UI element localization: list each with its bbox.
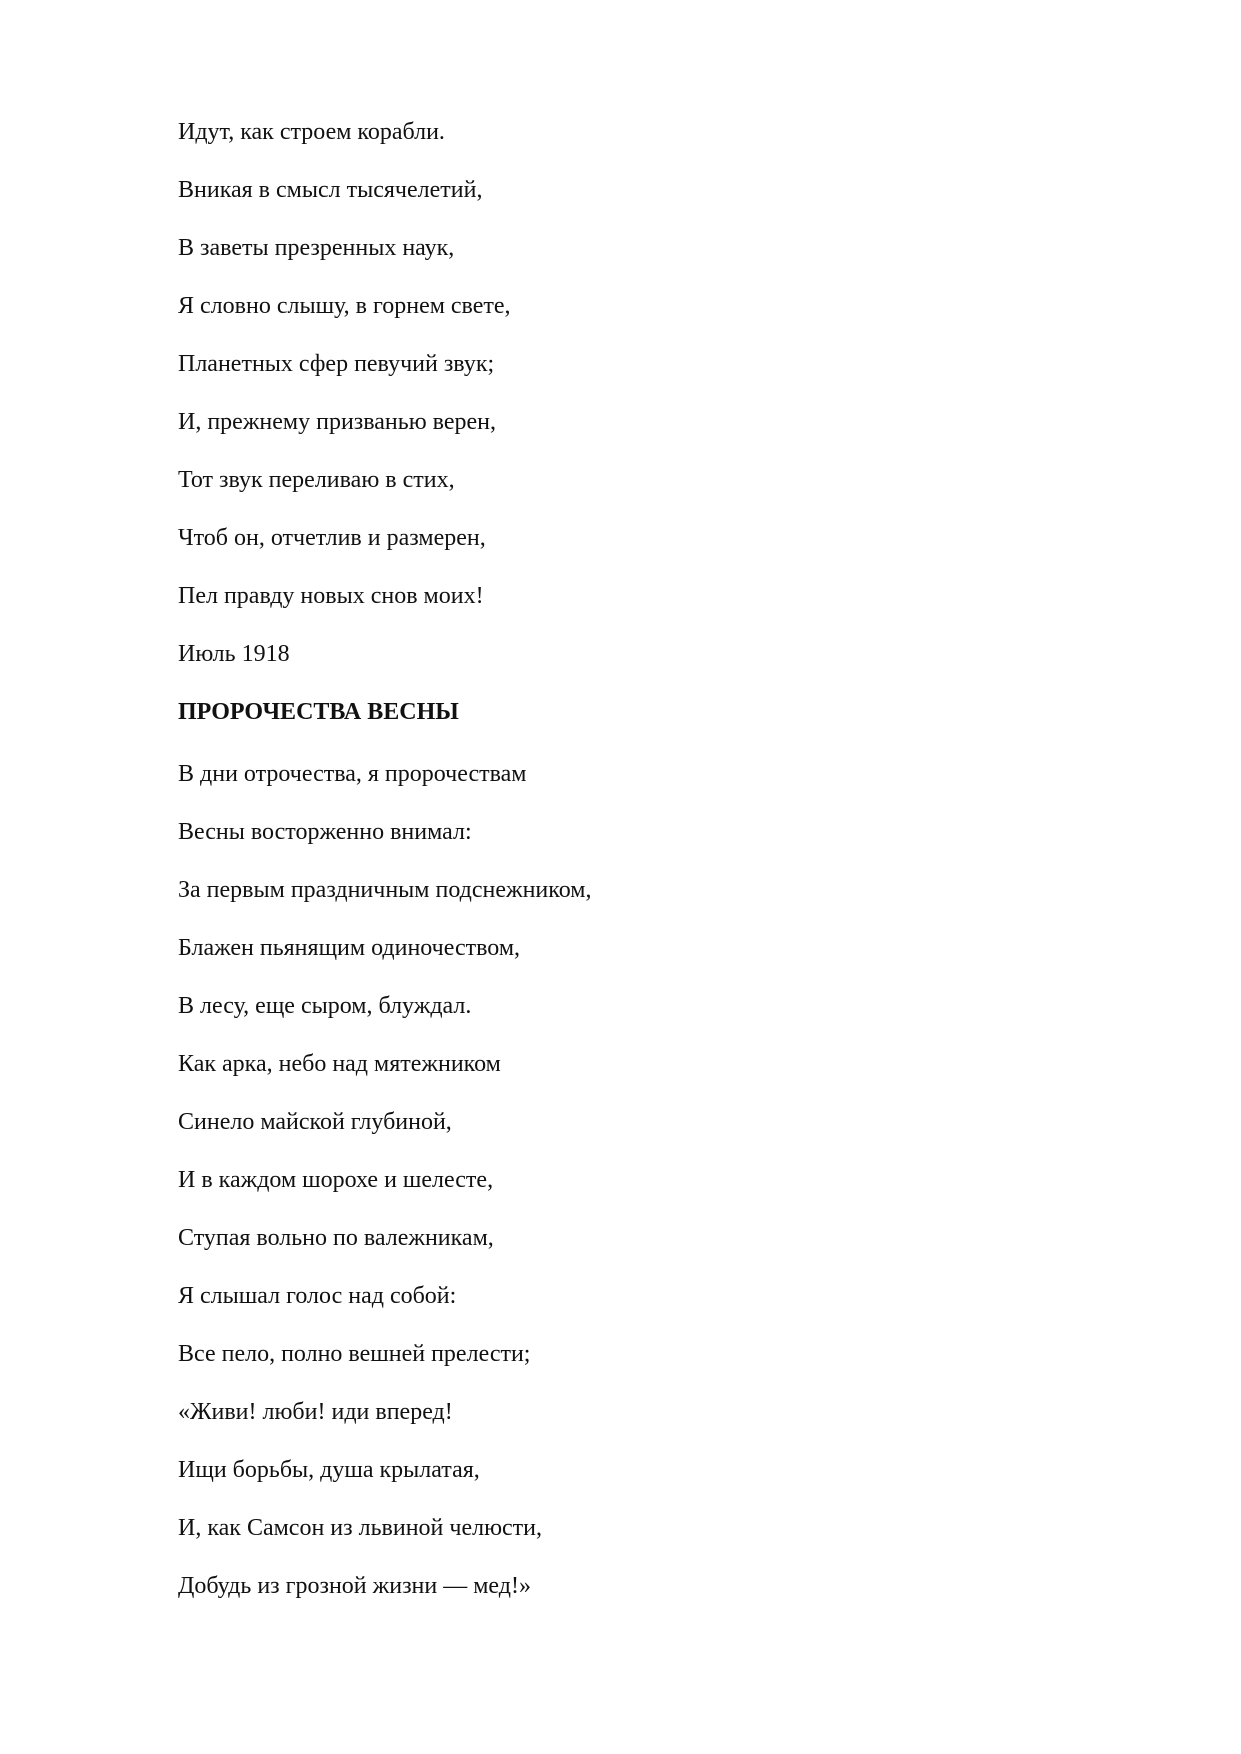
poem-date: Июль 1918 bbox=[178, 641, 290, 667]
poem-line: Как арка, небо над мятежником bbox=[178, 1051, 501, 1077]
poem-line: Я словно слышу, в горнем свете, bbox=[178, 293, 511, 319]
poem-line: Идут, как строем корабли. bbox=[178, 119, 445, 145]
poem-text bbox=[178, 115, 1078, 1627]
poem-line: Синело майской глубиной, bbox=[178, 1109, 452, 1135]
poem-line: Весны восторженно внимал: bbox=[178, 819, 472, 845]
poem-line: «Живи! люби! иди вперед! bbox=[178, 1399, 453, 1425]
poem-line: Тот звук переливаю в стих, bbox=[178, 467, 455, 493]
poem-line: И, прежнему призванью верен, bbox=[178, 409, 496, 435]
poem-line: За первым праздничным подснежником, bbox=[178, 877, 592, 903]
poem-line: Пел правду новых снов моих! bbox=[178, 583, 484, 609]
poem-body bbox=[178, 757, 1078, 1627]
poem-line: Ступая вольно по валежникам, bbox=[178, 1225, 494, 1251]
poem-line: И в каждом шорохе и шелесте, bbox=[178, 1167, 494, 1193]
poem-line: Чтоб он, отчетлив и размерен, bbox=[178, 525, 486, 551]
poem-line: Добудь из грозной жизни — мед!» bbox=[178, 1573, 531, 1599]
poem-title: ПРОРОЧЕСТВА ВЕСНЫ bbox=[178, 699, 459, 725]
poem-line: И, как Самсон из львиной челюсти, bbox=[178, 1515, 543, 1541]
poem-line: В лесу, еще сыром, блуждал. bbox=[178, 993, 472, 1019]
poem-line: Ищи борьбы, душа крылатая, bbox=[178, 1457, 480, 1483]
poem-line: Планетных сфер певучий звук; bbox=[178, 351, 495, 377]
poem-line: Все пело, полно вешней прелести; bbox=[178, 1341, 531, 1367]
poem-line: В заветы презренных наук, bbox=[178, 235, 455, 261]
poem-line: В дни отрочества, я пророчествам bbox=[178, 761, 527, 787]
poem-line: Блажен пьянящим одиночеством, bbox=[178, 935, 521, 961]
poem-ending-stanza bbox=[178, 115, 1078, 695]
poem-line: Вникая в смысл тысячелетий, bbox=[178, 177, 483, 203]
poem-line: Я слышал голос над собой: bbox=[178, 1283, 457, 1309]
